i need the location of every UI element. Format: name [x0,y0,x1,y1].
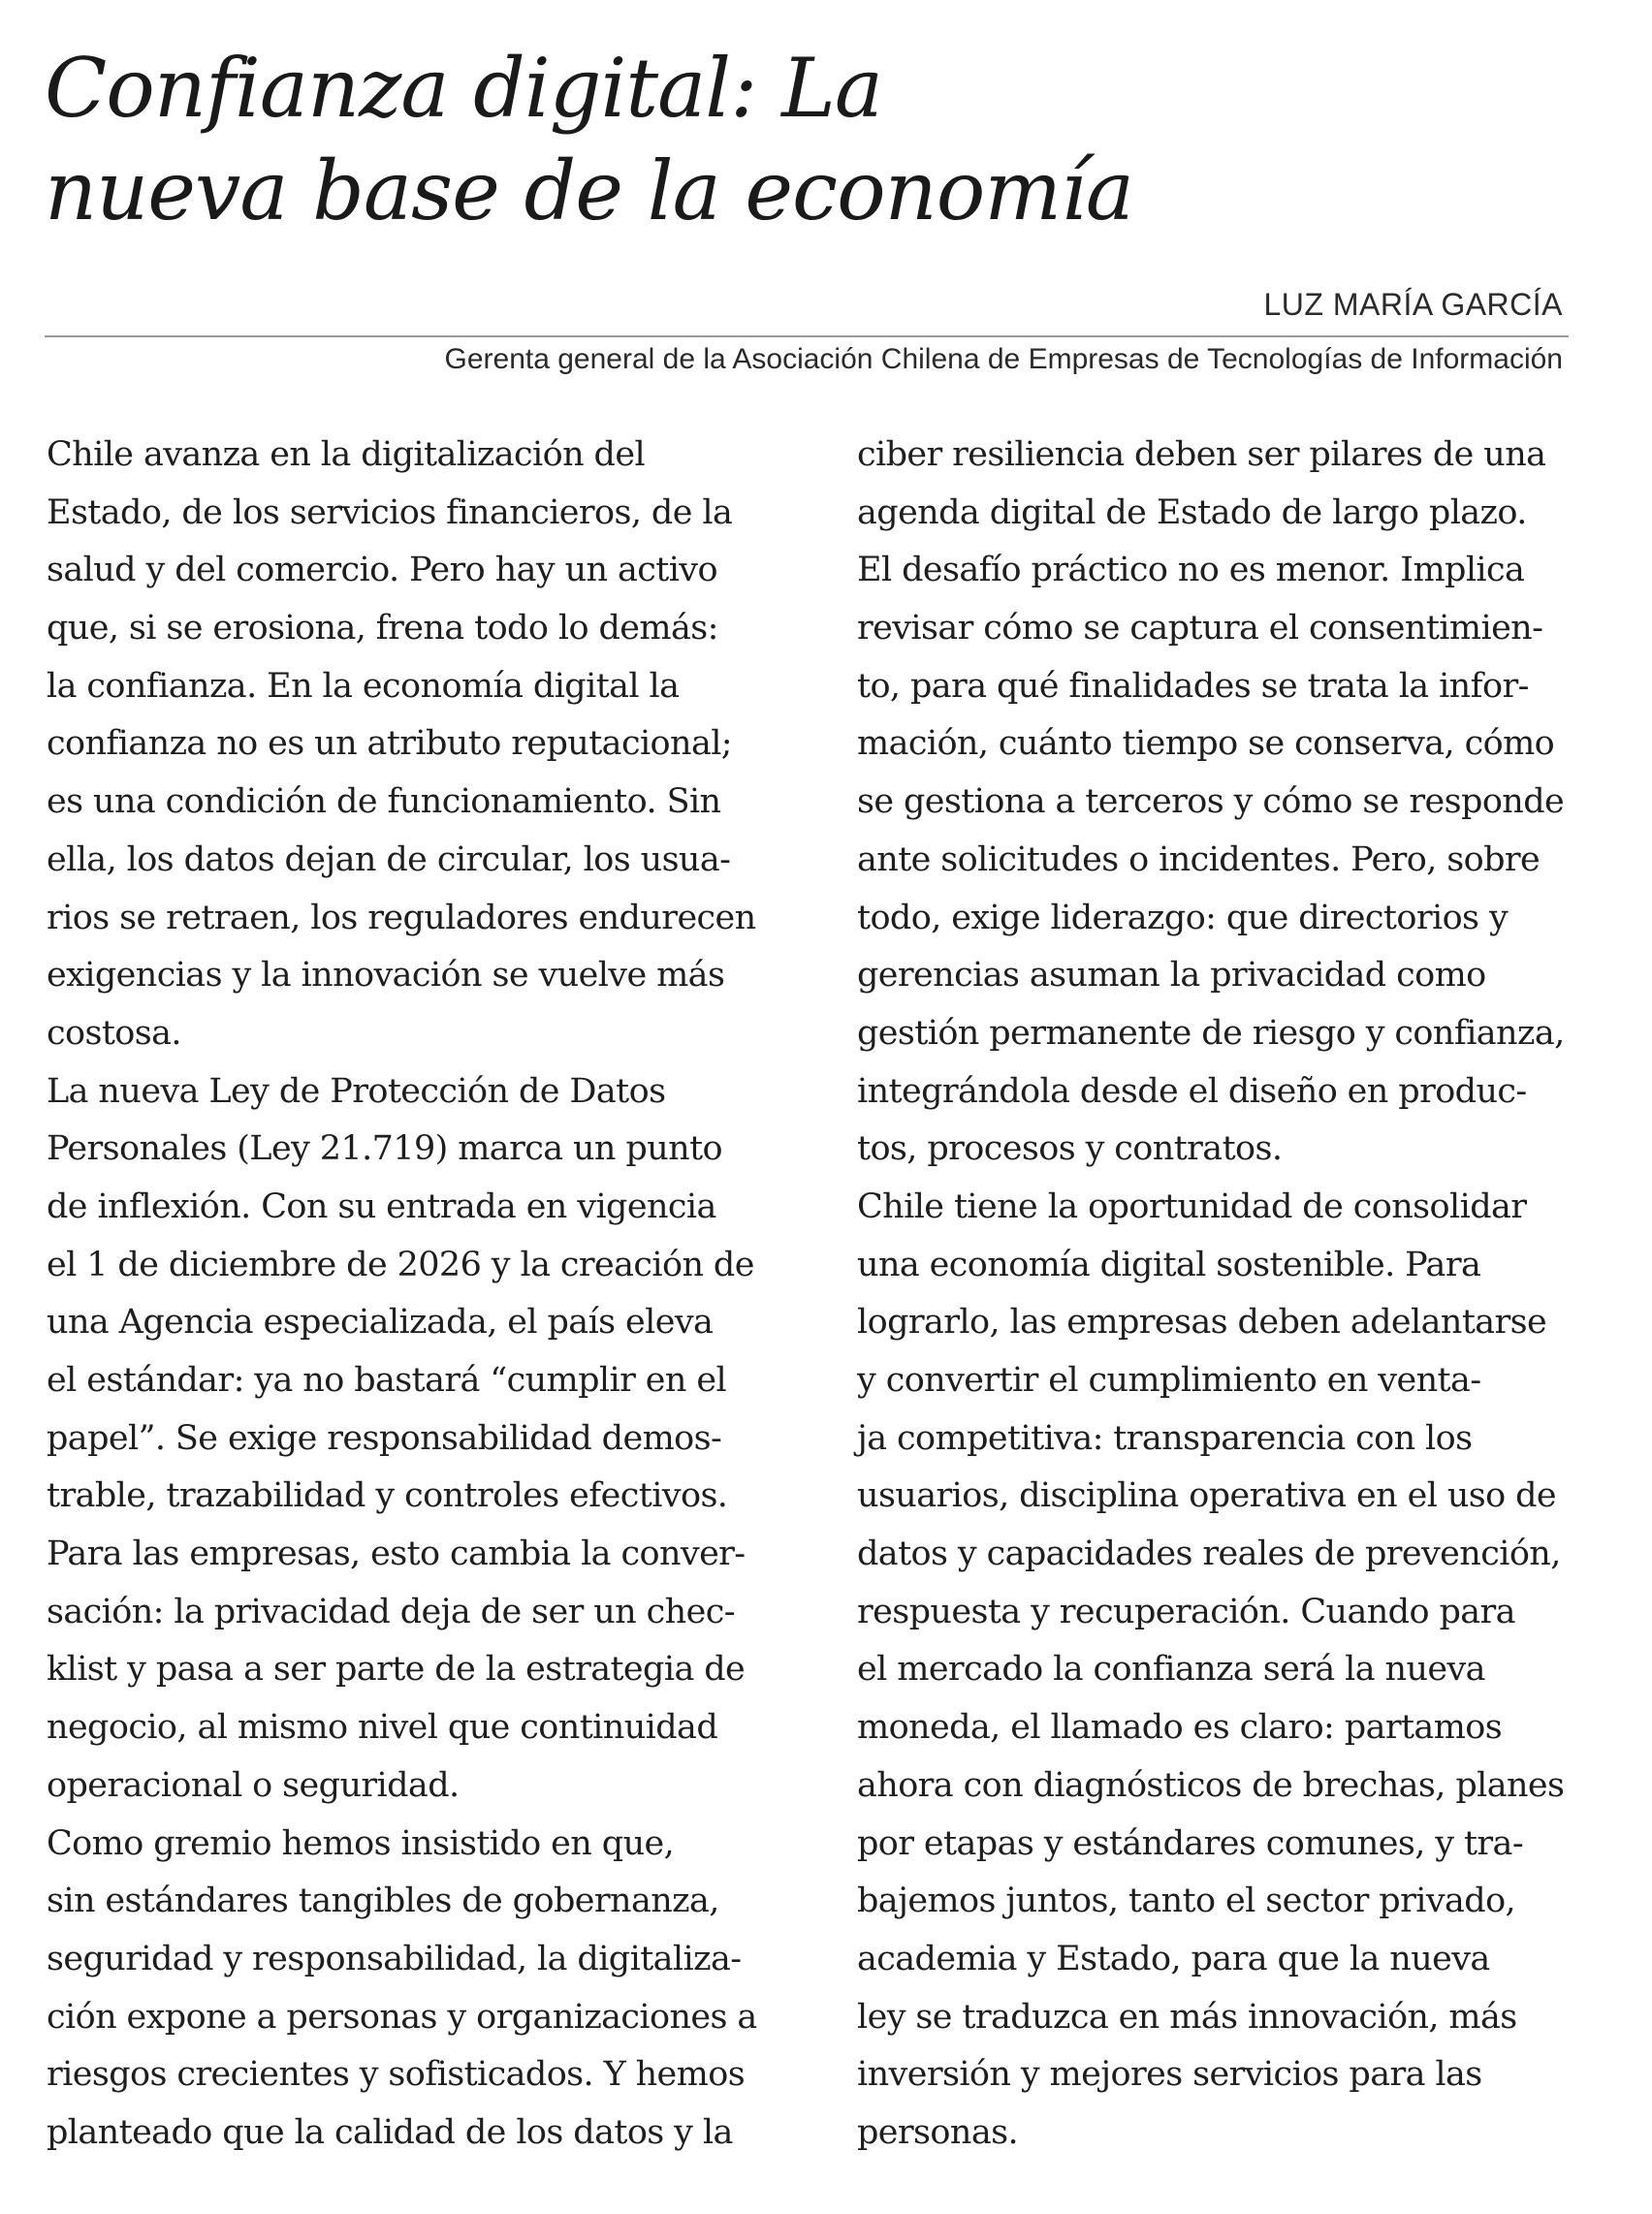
body-text-line: sin estándares tangibles de gobernanza, [47,1882,719,1921]
body-text-line: negocio, al mismo nivel que continuidad [47,1708,718,1748]
author-name: LUZ MARÍA GARCÍA [1263,287,1563,322]
author-affiliation: Gerenta general de la Asociación Chilena de Empresas de Tecnologías de Información [444,343,1563,375]
body-text-line: ella, los datos dejan de circular, los usua- [47,839,731,879]
body-text-line: Chile tiene la oportunidad de consolidar [857,1186,1527,1226]
body-text-line: operacional o seguridad. [47,1765,460,1805]
body-text-line: ción expone a personas y organizaciones a [47,1997,757,2037]
body-text-line: respuesta y recuperación. Cuando para [857,1592,1515,1631]
body-text-line: tos, procesos y contratos. [857,1129,1283,1169]
body-text-line: La nueva Ley de Protección de Datos [47,1071,666,1111]
body-text-line: por etapas y estándares comunes, y tra- [857,1823,1524,1863]
body-text-line: inversión y mejores servicios para las [857,2055,1482,2095]
body-text-line: revisar cómo se captura el consentimien- [857,609,1543,648]
body-text-line: ja competitiva: transparencia con los [857,1418,1473,1458]
body-text-line: Como gremio hemos insistido en que, [47,1823,675,1863]
article-title [45,37,1596,242]
body-text-line: trable, trazabilidad y controles efectivos. [47,1476,728,1516]
body-text-line: es una condición de funcionamiento. Sin [47,782,721,822]
body-column-left [47,427,822,2163]
body-text-line: sación: la privacidad deja de ser un chec- [47,1592,735,1631]
body-text-line: agenda digital de Estado de largo plazo. [857,492,1527,532]
body-text-line: una Agencia especializada, el país eleva [47,1303,714,1343]
body-text-line: y convertir el cumplimiento en venta- [857,1361,1481,1400]
body-text-line: el 1 de diciembre de 2026 y la creación de [47,1245,754,1284]
body-text-line: de inflexión. Con su entrada en vigencia [47,1186,716,1226]
body-text-line: Para las empresas, esto cambia la conver- [47,1534,746,1574]
body-text-line: que, si se erosiona, frena todo lo demás: [47,609,718,648]
body-text-line: una economía digital sostenible. Para [857,1245,1481,1284]
body-text-line: riesgos crecientes y sofisticados. Y hemos [47,2055,746,2095]
body-text-line: confianza no es un atributo reputacional; [47,724,732,764]
body-text-line: exigencias y la innovación se vuelve más [47,956,725,996]
body-text-line: ciber resiliencia deben ser pilares de una [857,435,1546,474]
header-divider [45,335,1569,337]
body-text-line: Chile avanza en la digitalización del [47,435,646,474]
body-text-line: el mercado la confianza será la nueva [857,1650,1485,1690]
body-text-line: rios se retraen, los reguladores endurecen [47,898,756,937]
body-text-line: usuarios, disciplina operativa en el uso de [857,1476,1557,1516]
body-text-line: papel”. Se exige responsabilidad demos- [47,1418,722,1458]
body-text-line: planteado que la calidad de los datos y la [47,2112,733,2152]
body-text-line: bajemos juntos, tanto el sector privado, [857,1882,1516,1921]
title-line: Confianza digital: La [45,41,882,136]
body-text-line: El desafío práctico no es menor. Implica [857,551,1525,590]
body-text-line: personas. [857,2112,1018,2152]
body-column-right [857,427,1623,2163]
body-text-line: integrándola desde el diseño en produc- [857,1071,1527,1111]
body-text-line: academia y Estado, para que la nueva [857,1939,1490,1978]
body-text-line: Personales (Ley 21.719) marca un punto [47,1129,723,1169]
body-text-line: salud y del comercio. Pero hay un activo [47,551,717,590]
body-text-line: gerencias asuman la privacidad como [857,956,1486,996]
body-text-line: Estado, de los servicios financieros, de la [47,492,733,532]
body-text-line: ahora con diagnósticos de brechas, planes [857,1765,1565,1805]
body-text-line: lograrlo, las empresas deben adelantarse [857,1303,1547,1343]
body-text-line: datos y capacidades reales de prevención, [857,1534,1561,1574]
body-text-line: ante solicitudes o incidentes. Pero, sobre [857,839,1541,879]
body-text-line: el estándar: ya no bastará “cumplir en el [47,1361,727,1400]
body-text-line: to, para qué finalidades se trata la infor- [857,666,1529,706]
body-text-line: se gestiona a terceros y cómo se responde [857,782,1565,822]
body-text-line: ley se traduzca en más innovación, más [857,1997,1517,2037]
body-text-line: costosa. [47,1013,181,1053]
body-text-line: moneda, el llamado es claro: partamos [857,1708,1503,1748]
body-text-line: todo, exige liderazgo: que directorios y [857,898,1509,937]
title-line: nueva base de la economía [45,143,1133,238]
body-text-line: gestión permanente de riesgo y confianza, [857,1013,1565,1053]
body-text-line: klist y pasa a ser parte de la estrategia de [47,1650,746,1690]
body-text-line: seguridad y responsabilidad, la digitaliza- [47,1939,742,1978]
body-text-line: mación, cuánto tiempo se conserva, cómo [857,724,1555,764]
body-text-line: la confianza. En la economía digital la [47,666,680,706]
